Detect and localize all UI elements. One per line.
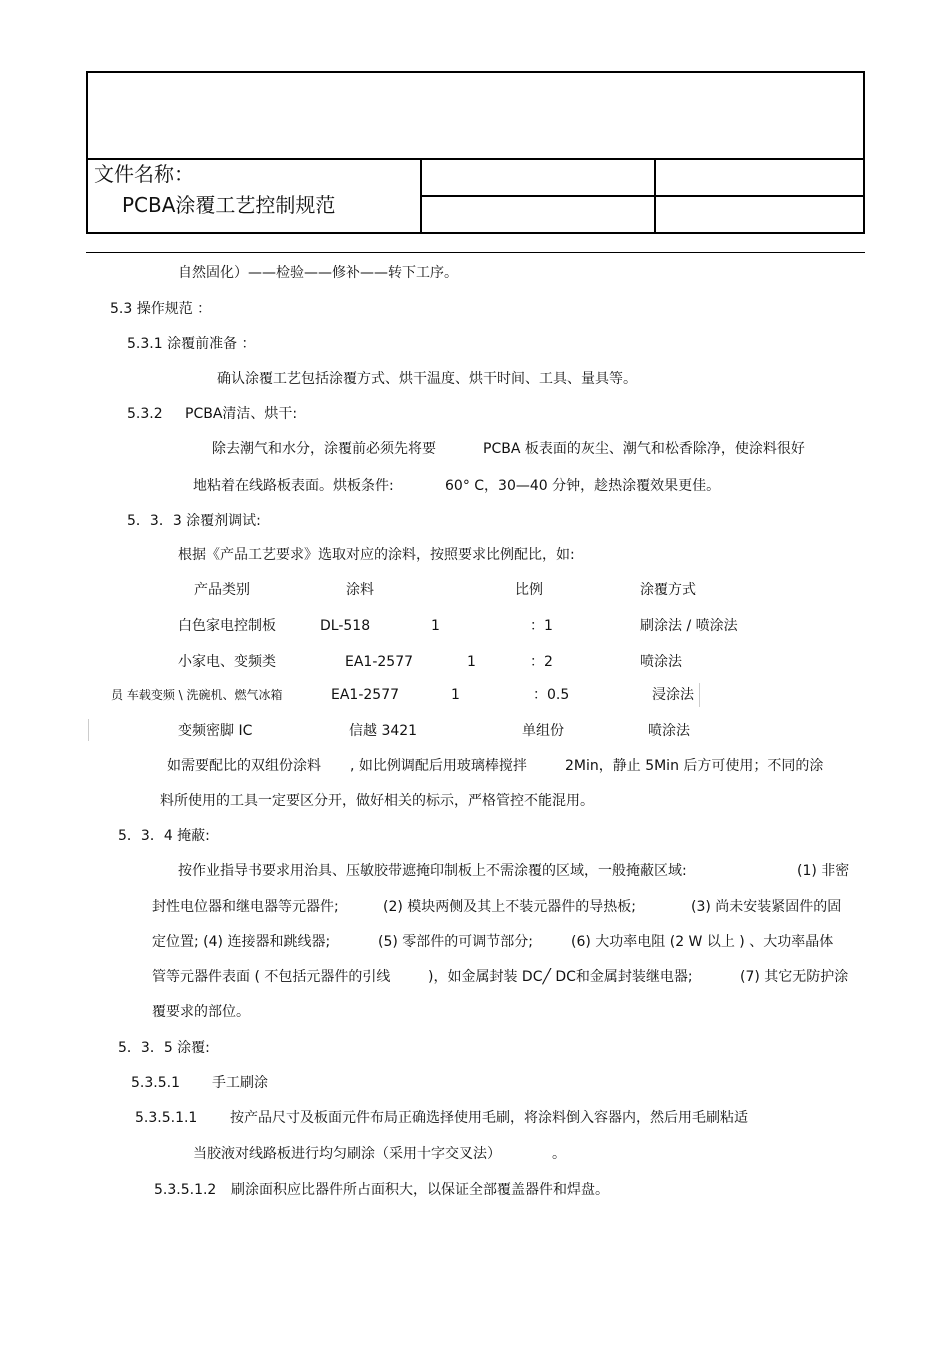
section-5-3-4-line-4a: 管等元器件表面 ( 不包括元器件的引线: [152, 969, 391, 985]
section-5-3-2-text-2b: 60° C，30—40 分钟，趁热涂覆效果更佳。: [445, 478, 721, 494]
section-5-3-5-1-2-text: 刷涂面积应比器件所占面积大，以保证全部覆盖器件和焊盘。: [231, 1182, 609, 1198]
table-cell-method: 浸涂法: [652, 687, 694, 703]
section-5-3: 5.3 操作规范 ：: [110, 301, 212, 317]
table-faint-border-left: [88, 719, 89, 741]
table-cell-paint: DL-518: [320, 618, 371, 634]
section-5-3-4-line-3b: (5) 零部件的可调节部分;: [378, 934, 533, 950]
section-5-3-2-text-2a: 地粘着在线路板表面。烘板条件:: [193, 478, 394, 494]
section-5-3-4-line-2a: 封性电位器和继电器等元器件;: [152, 899, 339, 915]
section-5-3-2-title: PCBA清洁、烘干:: [185, 406, 298, 422]
header-row-divider: [420, 195, 865, 197]
table-header-method: 涂覆方式: [640, 582, 696, 598]
section-5-3-4-line-1a: 按作业指导书要求用治具、压敏胶带遮掩印制板上不需涂覆的区域，一般掩蔽区域:: [178, 863, 687, 879]
section-5-3-3-note-c: 2Min，静止 5Min 后方可使用；不同的涂: [565, 758, 824, 774]
section-5-3-5-1-1-number: 5.3.5.1.1: [135, 1110, 198, 1126]
doc-name-label: 文件名称：: [94, 162, 194, 186]
section-5-3-3-text: 根据《产品工艺要求》选取对应的涂料，按照要求比例配比，如:: [178, 547, 575, 563]
table-cell-ratio-b: ：2: [530, 654, 553, 670]
section-5-3-1-text: 确认涂覆工艺包括涂覆方式、烘干温度、烘干时间、工具、量具等。: [217, 371, 637, 387]
table-header-paint: 涂料: [346, 582, 374, 598]
table-cell-ratio-b: 单组份: [522, 723, 564, 739]
doc-title: PCBA涂覆工艺控制规范: [122, 193, 336, 217]
table-cell-ratio-a: 1: [431, 618, 440, 634]
header-col-divider-2: [654, 158, 656, 234]
table-cell-ratio-a: 1: [451, 687, 460, 703]
section-5-3-5-1-number: 5.3.5.1: [131, 1075, 180, 1091]
table-cell-method: 刷涂法 / 喷涂法: [640, 618, 738, 634]
section-5-3-4-line-2c: (3) 尚未安装紧固件的固: [691, 899, 842, 915]
table-cell-ratio-b: ：0.5: [533, 687, 570, 703]
table-header-product: 产品类别: [194, 582, 250, 598]
table-cell-ratio-b: ：1: [530, 618, 553, 634]
table-cell-method: 喷涂法: [648, 723, 690, 739]
section-5-3-5-1-2-number: 5.3.5.1.2: [154, 1182, 217, 1198]
section-5-3-4: 5．3．4 掩蔽:: [118, 828, 210, 844]
table-cell-paint: 信越 3421: [349, 723, 418, 739]
table-cell-product: 小家电、变频类: [178, 654, 276, 670]
section-5-3-2-text-1b: PCBA 板表面的灰尘、潮气和松香除净，使涂料很好: [483, 441, 805, 457]
table-cell-method: 喷涂法: [640, 654, 682, 670]
section-5-3-4-line-2b: (2) 模块两侧及其上不装元器件的导热板;: [383, 899, 636, 915]
section-5-3-5: 5．3．5 涂覆:: [118, 1040, 210, 1056]
header-col-divider-1: [420, 158, 422, 234]
section-5-3-4-line-3a: 定位置; (4) 连接器和跳线器;: [152, 934, 331, 950]
table-faint-border: [699, 683, 700, 707]
table-cell-product: 变频密脚 IC: [178, 723, 253, 739]
section-5-3-3-note-a: 如需要配比的双组份涂料: [167, 758, 321, 774]
table-cell-paint: EA1-2577: [331, 687, 400, 703]
section-5-3-3-note-b: , 如比例调配后用玻璃棒搅拌: [350, 758, 527, 774]
section-5-3-4-line-1b: (1) 非密: [797, 863, 850, 879]
section-5-3-4-line-3c: (6) 大功率电阻 (2 W 以上 ) 、大功率晶体: [571, 934, 834, 950]
table-cell-product: 员 车载变频 \ 洗碗机、燃气冰箱: [111, 688, 283, 702]
table-cell-paint: EA1-2577: [345, 654, 414, 670]
section-5-3-5-1-1-text-2b: 。: [552, 1146, 566, 1162]
section-5-3-5-1-1-text: 按产品尺寸及板面元件布局正确选择使用毛刷，将涂料倒入容器内，然后用毛刷粘适: [230, 1110, 748, 1126]
table-header-ratio: 比例: [515, 582, 543, 598]
table-cell-product: 白色家电控制板: [178, 618, 276, 634]
table-cell-ratio-a: 1: [467, 654, 476, 670]
section-5-3-3-note-2: 料所使用的工具一定要区分开，做好相关的标示，严格管控不能混用。: [160, 793, 594, 809]
header-divider: [86, 158, 865, 160]
section-5-3-5-1-title: 手工刷涂: [212, 1075, 268, 1091]
section-5-3-5-1-1-text-2a: 当胶液对线路板进行均匀刷涂（采用十字交叉法）: [193, 1146, 501, 1162]
section-5-3-4-line-4b: )，如金属封装 DC╱ DC和金属封装继电器;: [428, 969, 693, 985]
section-5-3-4-line-5: 覆要求的部位。: [152, 1004, 250, 1020]
section-5-3-2-number: 5.3.2: [127, 406, 163, 422]
section-5-3-2-text-1a: 除去潮气和水分，涂覆前必须先将要: [212, 441, 436, 457]
section-5-3-3: 5．3．3 涂覆剂调试:: [127, 513, 261, 529]
section-5-3-4-line-4c: (7) 其它无防护涂: [740, 969, 849, 985]
header-rule: [86, 252, 865, 253]
intro-line: 自然固化）——检验——修补——转下工序。: [178, 265, 458, 281]
section-5-3-1: 5.3.1 涂覆前准备 ：: [127, 336, 256, 352]
